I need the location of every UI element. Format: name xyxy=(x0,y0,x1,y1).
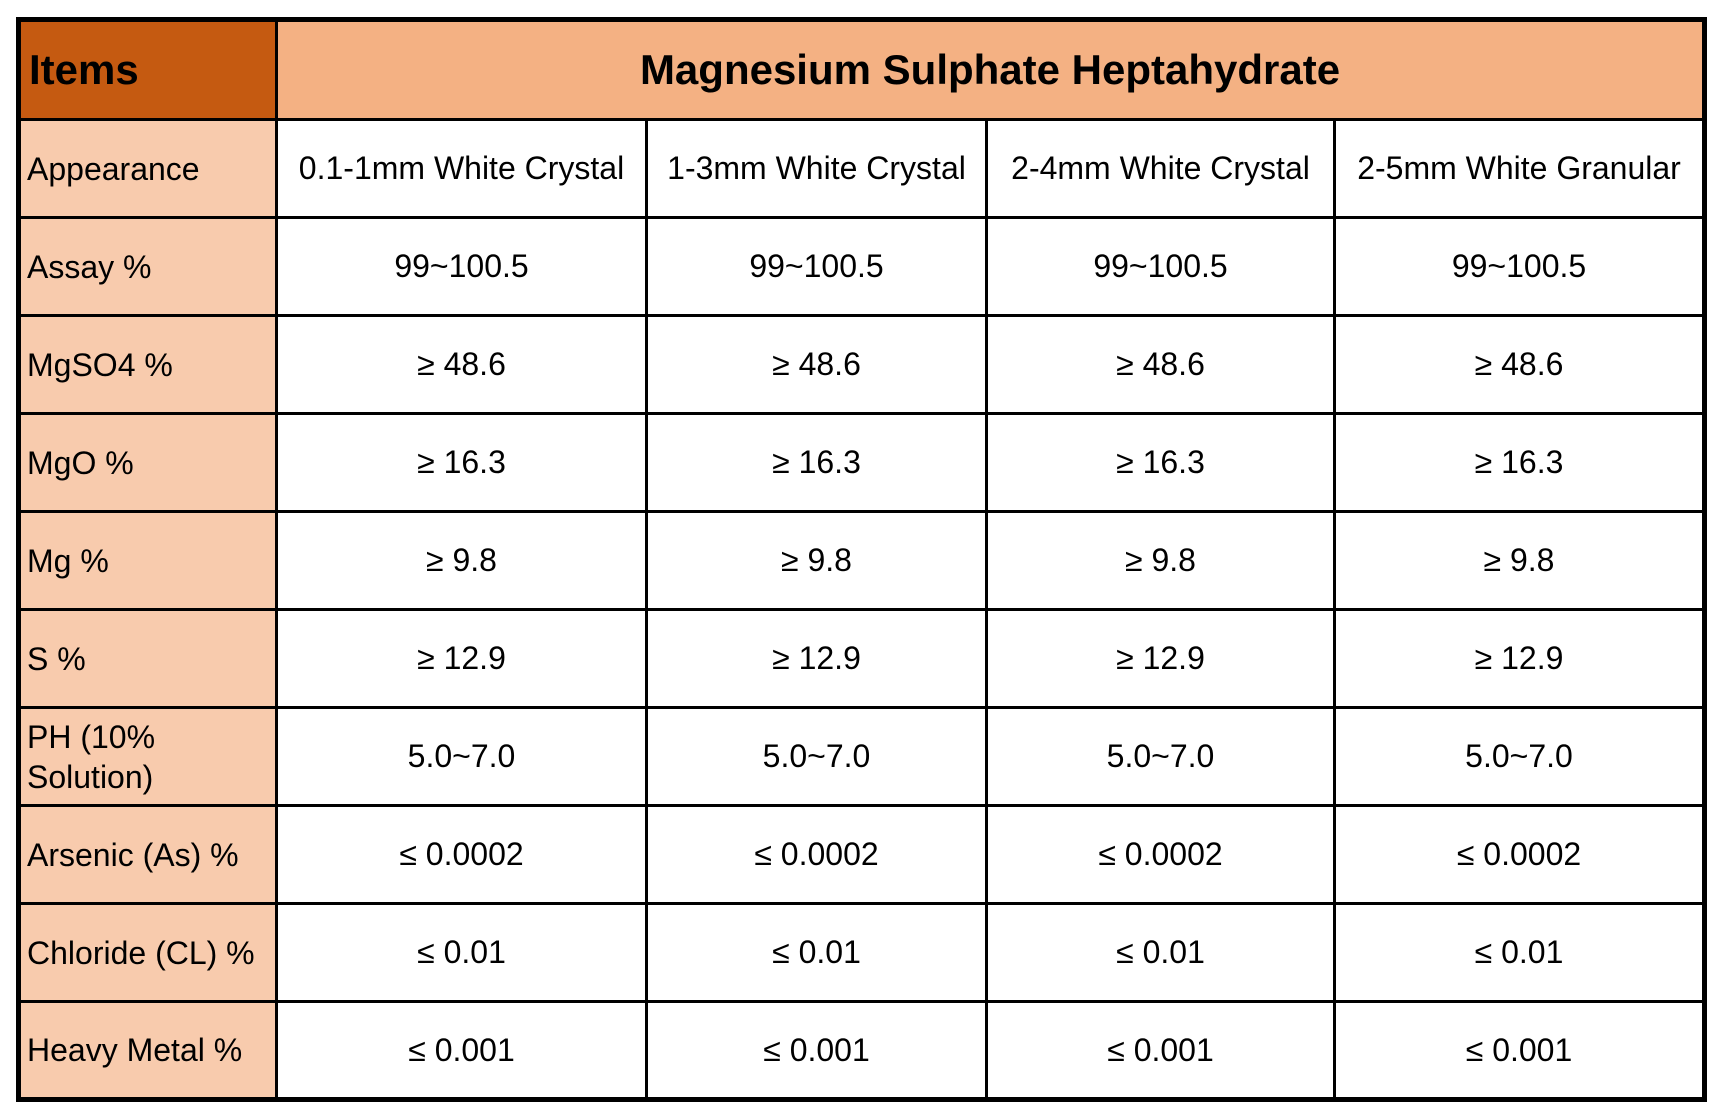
value-cell: ≤ 0.01 xyxy=(277,904,647,1002)
row-label: Mg % xyxy=(19,512,277,610)
value-cell: ≥ 16.3 xyxy=(647,414,987,512)
value-cell: 2-4mm White Crystal xyxy=(987,120,1335,218)
value-cell: 99~100.5 xyxy=(647,218,987,316)
value-cell: 99~100.5 xyxy=(987,218,1335,316)
value-cell: ≥ 9.8 xyxy=(987,512,1335,610)
value-cell: ≤ 0.0002 xyxy=(987,806,1335,904)
value-cell: ≥ 12.9 xyxy=(647,610,987,708)
value-cell: ≥ 48.6 xyxy=(647,316,987,414)
value-cell: ≥ 48.6 xyxy=(987,316,1335,414)
row-label: PH (10% Solution) xyxy=(19,708,277,806)
table-row xyxy=(19,512,1705,610)
value-cell: 99~100.5 xyxy=(1335,218,1705,316)
table-row xyxy=(19,610,1705,708)
table-row xyxy=(19,1002,1705,1100)
value-cell: ≥ 16.3 xyxy=(277,414,647,512)
value-cell: ≤ 0.001 xyxy=(647,1002,987,1100)
row-label: Appearance xyxy=(19,120,277,218)
value-cell: 1-3mm White Crystal xyxy=(647,120,987,218)
value-cell: ≥ 9.8 xyxy=(277,512,647,610)
table-row xyxy=(19,316,1705,414)
value-cell: ≥ 16.3 xyxy=(987,414,1335,512)
row-label: Assay % xyxy=(19,218,277,316)
value-cell: ≤ 0.0002 xyxy=(277,806,647,904)
product-title-header: Magnesium Sulphate Heptahydrate xyxy=(277,20,1705,120)
table-row xyxy=(19,414,1705,512)
items-header: Items xyxy=(19,20,277,120)
value-cell: ≥ 12.9 xyxy=(987,610,1335,708)
value-cell: 99~100.5 xyxy=(277,218,647,316)
value-cell: 5.0~7.0 xyxy=(987,708,1335,806)
value-cell: ≥ 48.6 xyxy=(1335,316,1705,414)
value-cell: 0.1-1mm White Crystal xyxy=(277,120,647,218)
value-cell: ≤ 0.01 xyxy=(647,904,987,1002)
row-label: S % xyxy=(19,610,277,708)
value-cell: ≤ 0.01 xyxy=(987,904,1335,1002)
row-label: Heavy Metal % xyxy=(19,1002,277,1100)
value-cell: ≤ 0.001 xyxy=(987,1002,1335,1100)
value-cell: ≥ 9.8 xyxy=(1335,512,1705,610)
value-cell: ≤ 0.001 xyxy=(1335,1002,1705,1100)
table-row xyxy=(19,904,1705,1002)
value-cell: ≤ 0.0002 xyxy=(647,806,987,904)
row-label: MgSO4 % xyxy=(19,316,277,414)
value-cell: 5.0~7.0 xyxy=(1335,708,1705,806)
table-body xyxy=(19,120,1705,1100)
table-row xyxy=(19,806,1705,904)
table-row xyxy=(19,708,1705,806)
value-cell: ≤ 0.01 xyxy=(1335,904,1705,1002)
value-cell: ≥ 16.3 xyxy=(1335,414,1705,512)
table-row xyxy=(19,218,1705,316)
row-label: Arsenic (As) % xyxy=(19,806,277,904)
value-cell: ≥ 12.9 xyxy=(277,610,647,708)
table-header-row xyxy=(19,20,1705,120)
row-label: MgO % xyxy=(19,414,277,512)
value-cell: 5.0~7.0 xyxy=(277,708,647,806)
row-label: Chloride (CL) % xyxy=(19,904,277,1002)
value-cell: ≥ 48.6 xyxy=(277,316,647,414)
value-cell: ≤ 0.0002 xyxy=(1335,806,1705,904)
value-cell: 2-5mm White Granular xyxy=(1335,120,1705,218)
table-row xyxy=(19,120,1705,218)
value-cell: ≤ 0.001 xyxy=(277,1002,647,1100)
value-cell: ≥ 12.9 xyxy=(1335,610,1705,708)
specification-table xyxy=(16,17,1707,1102)
value-cell: ≥ 9.8 xyxy=(647,512,987,610)
value-cell: 5.0~7.0 xyxy=(647,708,987,806)
